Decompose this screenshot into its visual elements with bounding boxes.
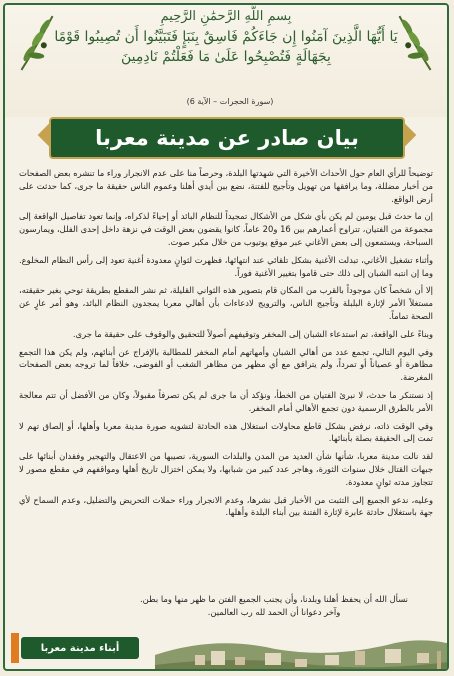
paragraph: وعليه، ندعو الجميع إلى التثبت من الأخبار قبل نشرها، وعدم الانجرار وراء حملات التحريض والتضليل، وعدم السماح لأي جهة باستغلال حادثة عابرة لإثارة الفتنة بين أبناء البلدة وأهلها. — [19, 494, 433, 518]
closing-line: نسأل الله أن يحفظ أهلنا وبلدنا، وأن يجنب الجميع الفتن ما ظهر منها وما بطن. — [139, 594, 409, 604]
paragraph: وفي الوقت ذاته، نرفض بشكل قاطع محاولات استغلال هذه الحادثة لتشويه صورة مدينة معربا وأهلها، أو إلصاق تهم لا تمت إلى الحقيقة بصلة بأبنائها. — [19, 420, 433, 444]
title-banner — [35, 117, 419, 155]
city-skyline-image — [155, 615, 449, 671]
paragraph: توضيحاً للرأي العام حول الأحداث الأخيرة التي شهدتها البلدة، وحرصاً منا على عدم الانجرار وراء ما تنشره بعض الصفحات من أخبار مضللة، وما يرافقها من تهويل وتأجيج للفتنة، نضع بين أيدي أهلنا وعموم الناس حقيقة ما جرى، كما حدثت على أرض الواقع. — [19, 168, 433, 204]
statement-body — [19, 167, 433, 524]
paragraph: لقد نالت مدينة معربا، شأنها شأن العديد من المدن والبلدات السورية، نصيبها من الاعتقال والتهجير وفقدان أبنائها على جبهات القتال خلال سنوات الثورة، وهاجر عدد كبير من شبابها، ولا يمكن اختزال تاريخ أهلها ومواقفهم في مقطع مصور لا تتجاوز مدته ثوانٍ معدودة. — [19, 451, 433, 487]
header — [5, 5, 447, 117]
paragraph: إذ نستنكر ما حدث، لا نبرئ الفتيان من الخطأ، ونؤكد أن ما جرى لم يكن تصرفاً مقبولاً، وكان من الأفضل أن تتم معالجة الأمر بالطرق الرسمية دون تجمع الأهالي أمام المخفر. — [19, 389, 433, 413]
signature-accent — [11, 633, 19, 663]
verse-reference: (سورة الحجرات – الآية 6) — [186, 97, 274, 106]
paragraph: إن ما حدث قبل يومين لم يكن بأي شكل من الأشكال تمجيداً للنظام البائد أو إحياءً لذكراه، وإنما تعود تفاصيل الواقعة إلى مجموعة من الفتيان، تتراوح أعمارهم بين 16 و20 عاماً، كانوا يقضون بعض الوقت في نزهة داخل إحدى الفلل، ويمارسون السباحة، ويستمعون إلى بعض الأغاني عبر موقع يوتيوب من خلال مكبر صوت. — [19, 211, 433, 247]
statement-page — [3, 3, 449, 671]
quran-verse: يَا أَيُّهَا الَّذِينَ آمَنُوا إِن جَاءَكُمْ فَاسِقٌ بِنَبَإٍ فَتَبَيَّنُوا أَن تُصِيبُوا قَوْمًا بِجَهَالَةٍ فَتُصْبِحُوا عَلَىٰ مَا فَعَلْتُمْ نَادِمِينَ — [54, 29, 398, 65]
basmala: بِسمِ اللَّهِ الرَّحمَٰنِ الرَّحِيمِ — [160, 9, 292, 24]
paragraph: وفي اليوم التالي، تجمع عدد من أهالي الشبان وأمهاتهم أمام المخفر للمطالبة بالإفراج عن أبنائهم، ولم يكن هذا التجمع مظاهرة أو عصياناً أو تمرداً، ولم يترافق مع أي مظهر من مظاهر الشغب أو الفوضى، خلافاً لما تروجه بعض الصفحات المغرضة. — [19, 346, 433, 383]
paragraph: إلا أن شخصاً كان موجوداً بالقرب من المكان قام بتصوير هذه الثواني القليلة، ثم نشر المقطع بطريقة توحي بغير حقيقته، مستغلاً الأمر لإثارة البلبلة وتأجيج الناس، والترويج لادعاءات بأن أهالي معربا يمجدون النظام البائد، وهو أمر عارٍ عن الصحة تماماً. — [19, 285, 433, 321]
paragraph: وبناءً على الواقعة، تم استدعاء الشبان إلى المخفر وتوقيفهم أصولاً للتحقيق والوقوف على حقيقة ما جرى. — [72, 328, 433, 339]
page-title: بيان صادر عن مدينة معربا — [49, 117, 405, 159]
paragraph: وأثناء تشغيل الأغاني، تبدلت الأغنية بشكل تلقائي عند انتهائها، فظهرت لثوانٍ معدودة أغنية تعود إلى رأس النظام المخلوع. وما إن انتبه الشبان إلى ذلك حتى قاموا بتغيير الأغنية فوراً. — [19, 254, 433, 278]
closing-line: وآخر دعوانا أن الحمد لله رب العالمين. — [207, 607, 341, 617]
signature: أبناء مدينة معربا — [21, 637, 139, 659]
